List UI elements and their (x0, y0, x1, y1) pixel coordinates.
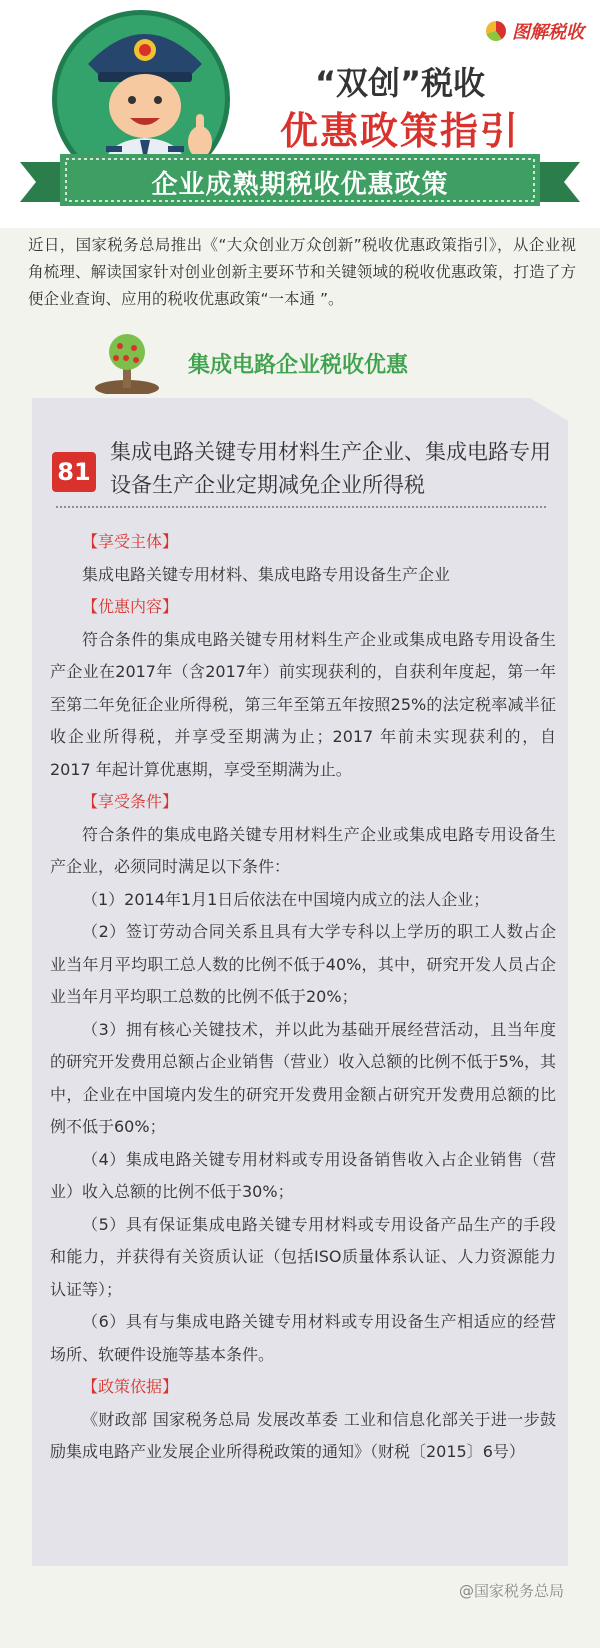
dotted-divider (56, 506, 546, 508)
item-number-badge: 81 (52, 452, 96, 492)
condition-item: （3）拥有核心关键技术，并以此为基础开展经营活动，且当年度的研究开发费用总额占企业销售（营业）收入总额的比例不低于5%，其中，企业在中国境内发生的研究开发费用金额占研究开发费用总额的比例不低于60%； (50, 1019, 556, 1136)
condition-item: （5）具有保证集成电路关键专用材料或专用设备产品生产的手段和能力，并获得有关资质认证（包括ISO质量体系认证、人力资源能力认证等）； (50, 1214, 556, 1299)
pie-logo-icon (486, 21, 506, 41)
condition-item: （2）签订劳动合同关系且具有大学专科以上学历的职工人数占企业当年月平均职工总人数的比例不低于40%，其中，研究开发人员占企业当年月平均职工总数的比例不低于20%； (50, 922, 556, 1006)
logo-text: 图解税收 (512, 22, 584, 43)
title-line-1: “双创”税收 (314, 64, 486, 102)
benefit-text: 符合条件的集成电路关键专用材料生产企业或集成电路专用设备生产企业在2017年（含2017年）前实现获利的，自获利年度起，第一年至第二年免征企业所得税，第三年至第五年按照25%的法定税率减半征收企业所得税，并享受至期满为止；2017 年前未实现获利的，自 2017 年起计算优惠期，享受至期满为止。 (50, 629, 556, 779)
card-fold-corner (530, 398, 570, 422)
condition-item: （6）具有与集成电路关键专用材料或专用设备生产相适应的经营场所、软硬件设施等基本条件。 (50, 1312, 556, 1364)
tax-officer-icon (70, 14, 220, 174)
section-title: 集成电路企业税收优惠 (188, 353, 409, 378)
header-banner (0, 0, 600, 228)
footer-credit: @国家税务总局 (458, 1582, 564, 1600)
card-title: 集成电路关键专用材料生产企业、集成电路专用设备生产企业定期减免企业所得税 (110, 440, 551, 497)
subject-text: 集成电路关键专用材料、集成电路专用设备生产企业 (82, 564, 451, 584)
condition-intro: 符合条件的集成电路关键专用材料生产企业或集成电路专用设备生产企业，必须同时满足以下条件： (50, 824, 556, 876)
tree-icon (92, 330, 162, 394)
basis-text: 《财政部 国家税务总局 发展改革委 工业和信息化部关于进一步鼓励集成电路产业发展企业所得税政策的通知》（财税〔2015〕6号） (50, 1409, 556, 1461)
title-line-2: 优惠政策指引 (279, 109, 520, 153)
condition-item: （1）2014年1月1日后依法在中国境内成立的法人企业； (82, 889, 490, 909)
basis-label: 【政策依据】 (82, 1377, 179, 1396)
benefit-label: 【优惠内容】 (82, 597, 179, 616)
brand-logo (486, 18, 584, 44)
ribbon-title: 企业成熟期税收优惠政策 (151, 170, 449, 200)
intro-paragraph: 近日，国家税务总局推出《“大众创业万众创新”税收优惠政策指引》，从企业视角梳理、解读国家针对创业创新主要环节和关键领域的税收优惠政策，打造了方便企业查询、应用的税收优惠政策“一本通 ”。 (28, 236, 576, 308)
subject-label: 【享受主体】 (82, 532, 179, 551)
card-content (50, 526, 556, 1469)
condition-item: （4）集成电路关键专用材料或专用设备销售收入占企业销售（营业）收入总额的比例不低于30%； (50, 1149, 556, 1201)
condition-label: 【享受条件】 (82, 792, 179, 811)
